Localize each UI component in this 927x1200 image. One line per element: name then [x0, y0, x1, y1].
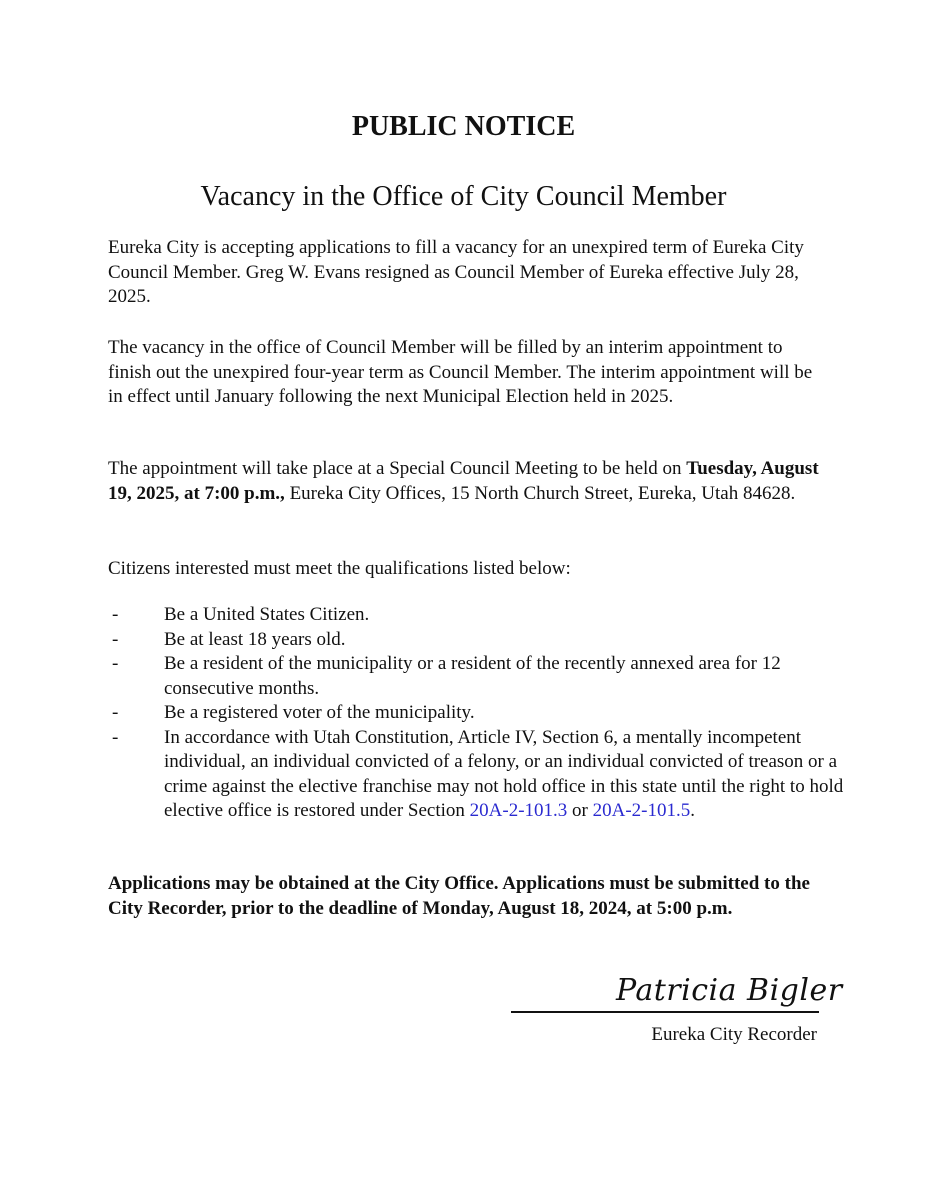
qualifications-list: [108, 603, 848, 824]
list-item: [108, 652, 848, 701]
list-item: [108, 628, 848, 653]
list-item-text: Be at least 18 years old.: [164, 628, 346, 650]
list-item-end: .: [690, 800, 696, 821]
list-item: [108, 701, 848, 726]
meeting-lead-text: The appointment will take place at a Special Council Meeting to be held on: [108, 458, 682, 479]
list-item-text: Be a United States Citizen.: [164, 604, 370, 625]
list-item-text: Be a resident of the municipality or a resident of the recently annexed area for 12 consecutive months.: [164, 653, 781, 699]
bullet-dash: -: [112, 726, 119, 748]
meeting-location: Eureka City Offices, 15 North Church Street, Eureka, Utah 84628.: [284, 482, 796, 504]
notice-title: PUBLIC NOTICE: [351, 111, 576, 142]
paragraph-vacancy-announcement: Eureka City is accepting applications to fill a vacancy for an unexpired term of Eureka City Council Member. Greg W. Evans resigned as Council Member of Eureka effective July 28, 2025.: [108, 237, 804, 307]
paragraph-application-deadline: Applications may be obtained at the City Office. Applications must be submitted to the City Recorder, prior to the deadline of Monday, August 18, 2024, at 5:00 p.m.: [108, 873, 810, 919]
signature-line: [511, 1011, 819, 1013]
paragraph-interim-appointment: The vacancy in the office of Council Member will be filled by an interim appointment to finish out the unexpired four-year term as Council Member. The interim appointment will be in effect until January following the next Municipal Election held in 2025.: [108, 337, 813, 407]
signature: Patricia Bigler: [616, 973, 843, 1008]
notice-subtitle: Vacancy in the Office of City Council Member: [200, 181, 727, 212]
bullet-dash: -: [112, 604, 119, 625]
signer-title: Eureka City Recorder: [651, 1024, 817, 1045]
list-item: [108, 726, 848, 824]
paragraph-qualifications-intro: Citizens interested must meet the qualifications listed below:: [108, 558, 571, 579]
bullet-dash: -: [112, 653, 119, 674]
link-connector: or: [567, 800, 593, 821]
meeting-date-time: Tuesday, August 19, 2025, at 7:00 p.m.,: [108, 458, 819, 504]
list-item-text: Be a registered voter of the municipality.: [164, 702, 475, 723]
list-item-text: In accordance with Utah Constitution, Article IV, Section 6, a mentally incompetent individual, an individual convicted of a felony, or an individual convicted of treason or a crime against the elective franchise may not hold office in this state until the right to hold elective office is restored under Section: [164, 726, 844, 821]
list-item: [108, 603, 848, 628]
statute-link-101-5[interactable]: 20A-2-101.5: [592, 800, 691, 821]
bullet-dash: -: [112, 628, 119, 650]
statute-link-101-3[interactable]: 20A-2-101.3: [469, 800, 568, 821]
bullet-dash: -: [112, 702, 119, 723]
paragraph-meeting-details: [108, 457, 828, 506]
